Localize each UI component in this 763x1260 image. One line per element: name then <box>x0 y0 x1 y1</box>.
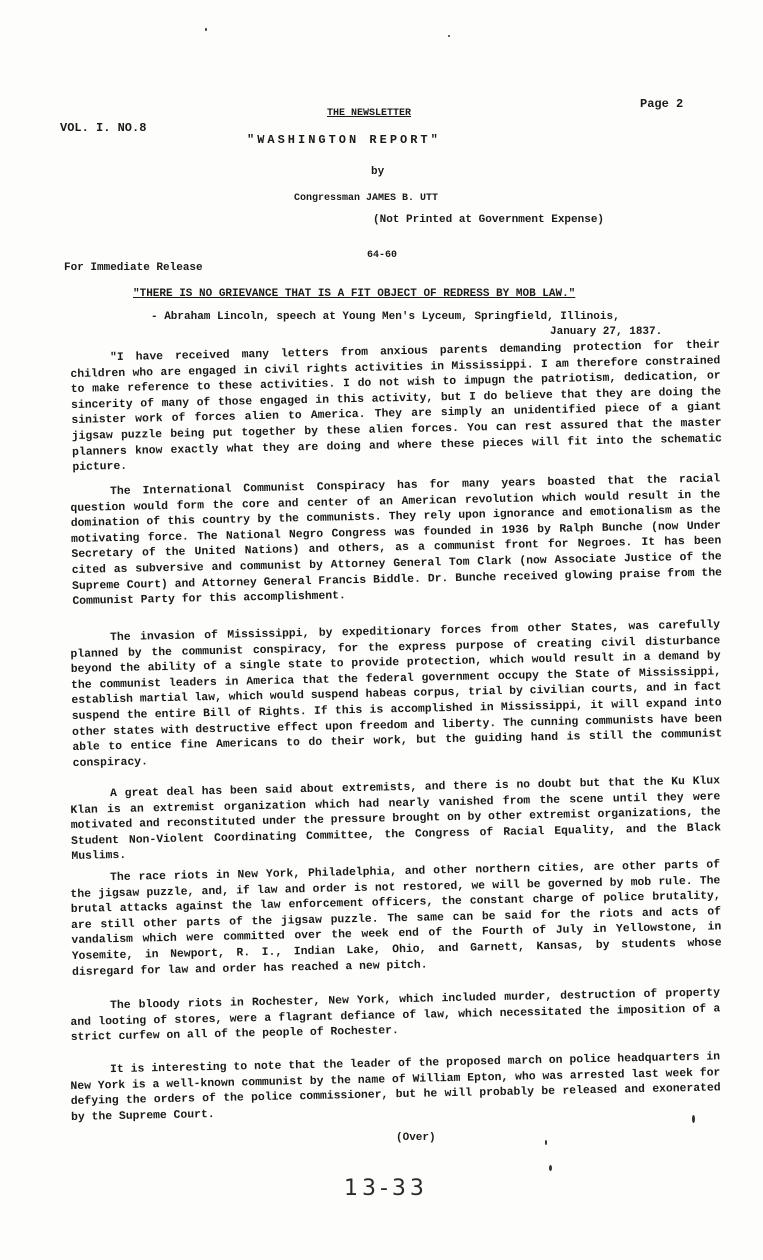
scan-speck <box>205 28 207 31</box>
body-paragraph: The International Communist Conspiracy has for many years boasted that the racial question would form the core and center of an American revolution which would result in the domination of this country by the communists. They rely upon ignorance and emotionalism as the motivating force. The National Negro Congress was founded in 1936 by Ralph Bunche (now Under Secretary of the United Nations) and others, as a communist front for Negroes. It has been cited as subversive and communist by Attorney General Tom Clark (now Associate Justice of the Supreme Court) and Attorney General Francis Biddle. Dr. Bunche received glowing praise from the Communist Party for this accomplishment. <box>70 473 723 609</box>
author-name: Congressman JAMES B. UTT <box>294 193 439 204</box>
page-number: Page 2 <box>640 97 684 111</box>
body-paragraph: The invasion of Mississippi, by expeditionary forces from other States, was carefully planned by the communist conspiracy, for the express purpose of creating civil disturbance beyond the ability of a single state to provide protection, which would result in a demand by the communist leaders in America that the federal government occupy the State of Mississippi, establish martial law, which would suspend habeas corpus, trial by civilian courts, and in fact suspend the entire Bill of Rights. If this is accomplished in Mississippi, it will expand into other states with destructive effect upon freedom and liberty. The cunning communists have been able to entice fine Americans to do their work, but the guiding hand is still the communist conspiracy. <box>70 619 723 770</box>
quote-attribution-line1: - Abraham Lincoln, speech at Young Men's Lyceum, Springfield, Illinois, <box>151 311 620 323</box>
scan-speck <box>692 1115 695 1123</box>
body-paragraph: "I have received many letters from anxious parents demanding protection for their children who are engaged in civil rights activities in Mississippi. I am therefore constrained to make reference to these activities. I do not wish to impugn the patriotism, dedication, or sincerity of many of those engaged in this activity, but I do believe that they are doing the sinister work of forces alien to America. They are simply an unidentified piece of a giant jigsaw puzzle being put together by these alien forces. You can rest assured that the master planners know exactly what they are doing and where these pieces will fit into the schematic picture. <box>70 339 723 475</box>
expense-note: (Not Printed at Government Expense) <box>373 214 605 226</box>
release-label: For Immediate Release <box>64 262 203 274</box>
scan-speck <box>545 1140 547 1145</box>
issue-code: 64-60 <box>367 250 398 261</box>
body-paragraph: A great deal has been said about extremists, and there is no doubt but that the Ku Klux Klan is an extremist organization which had nearly vanished from the scene until they were motivated and reconstituted under the pressure brought on by other extremist organizations, the Student Non-Violent Coordinating Committee, the Congress of Racial Equality, and the Black Muslims. <box>70 775 722 864</box>
body-paragraph: The bloody riots in Rochester, New York, which included murder, destruction of property and looting of stores, were a flagrant defiance of law, which necessitated the imposition of a strict curfew on all of the people of Rochester. <box>70 987 721 1045</box>
over-label: (Over) <box>396 1132 436 1144</box>
newsletter-label: THE NEWSLETTER <box>327 108 412 119</box>
scan-speck <box>549 1165 552 1171</box>
scan-speck <box>448 35 450 37</box>
volume-number: VOL. I. NO.8 <box>60 121 147 135</box>
body-paragraph: It is interesting to note that the leader of the proposed march on police headquarters in New York is a well-known communist by the name of William Epton, who was arrested last week for defying the orders of the police commissioner, but he will probably be released and exonerated by the Supreme Court. <box>70 1051 721 1124</box>
lincoln-quote: "THERE IS NO GRIEVANCE THAT IS A FIT OBJECT OF REDRESS BY MOB LAW." <box>133 288 576 300</box>
handwritten-page-number: 13-33 <box>344 1176 428 1201</box>
body-paragraph: The race riots in New York, Philadelphia, and other northern cities, are other parts of the jigsaw puzzle, and, if law and order is not restored, we will be governed by mob rule. The brutal attacks against the law enforcement officers, the constant charge of police brutality, are still other parts of the jigsaw puzzle. The same can be said for the riots and acts of vandalism which were committed over the week end of the Fourth of July in Yellowstone, in Yosemite, in Newport, R. I., Indian Lake, Ohio, and Garnett, Kansas, by students whose disregard for law and order has reached a new pitch. <box>70 859 722 979</box>
byline-by: by <box>371 166 385 178</box>
quote-attribution-line2: January 27, 1837. <box>550 326 663 338</box>
report-title: "WASHINGTON REPORT" <box>247 133 441 147</box>
